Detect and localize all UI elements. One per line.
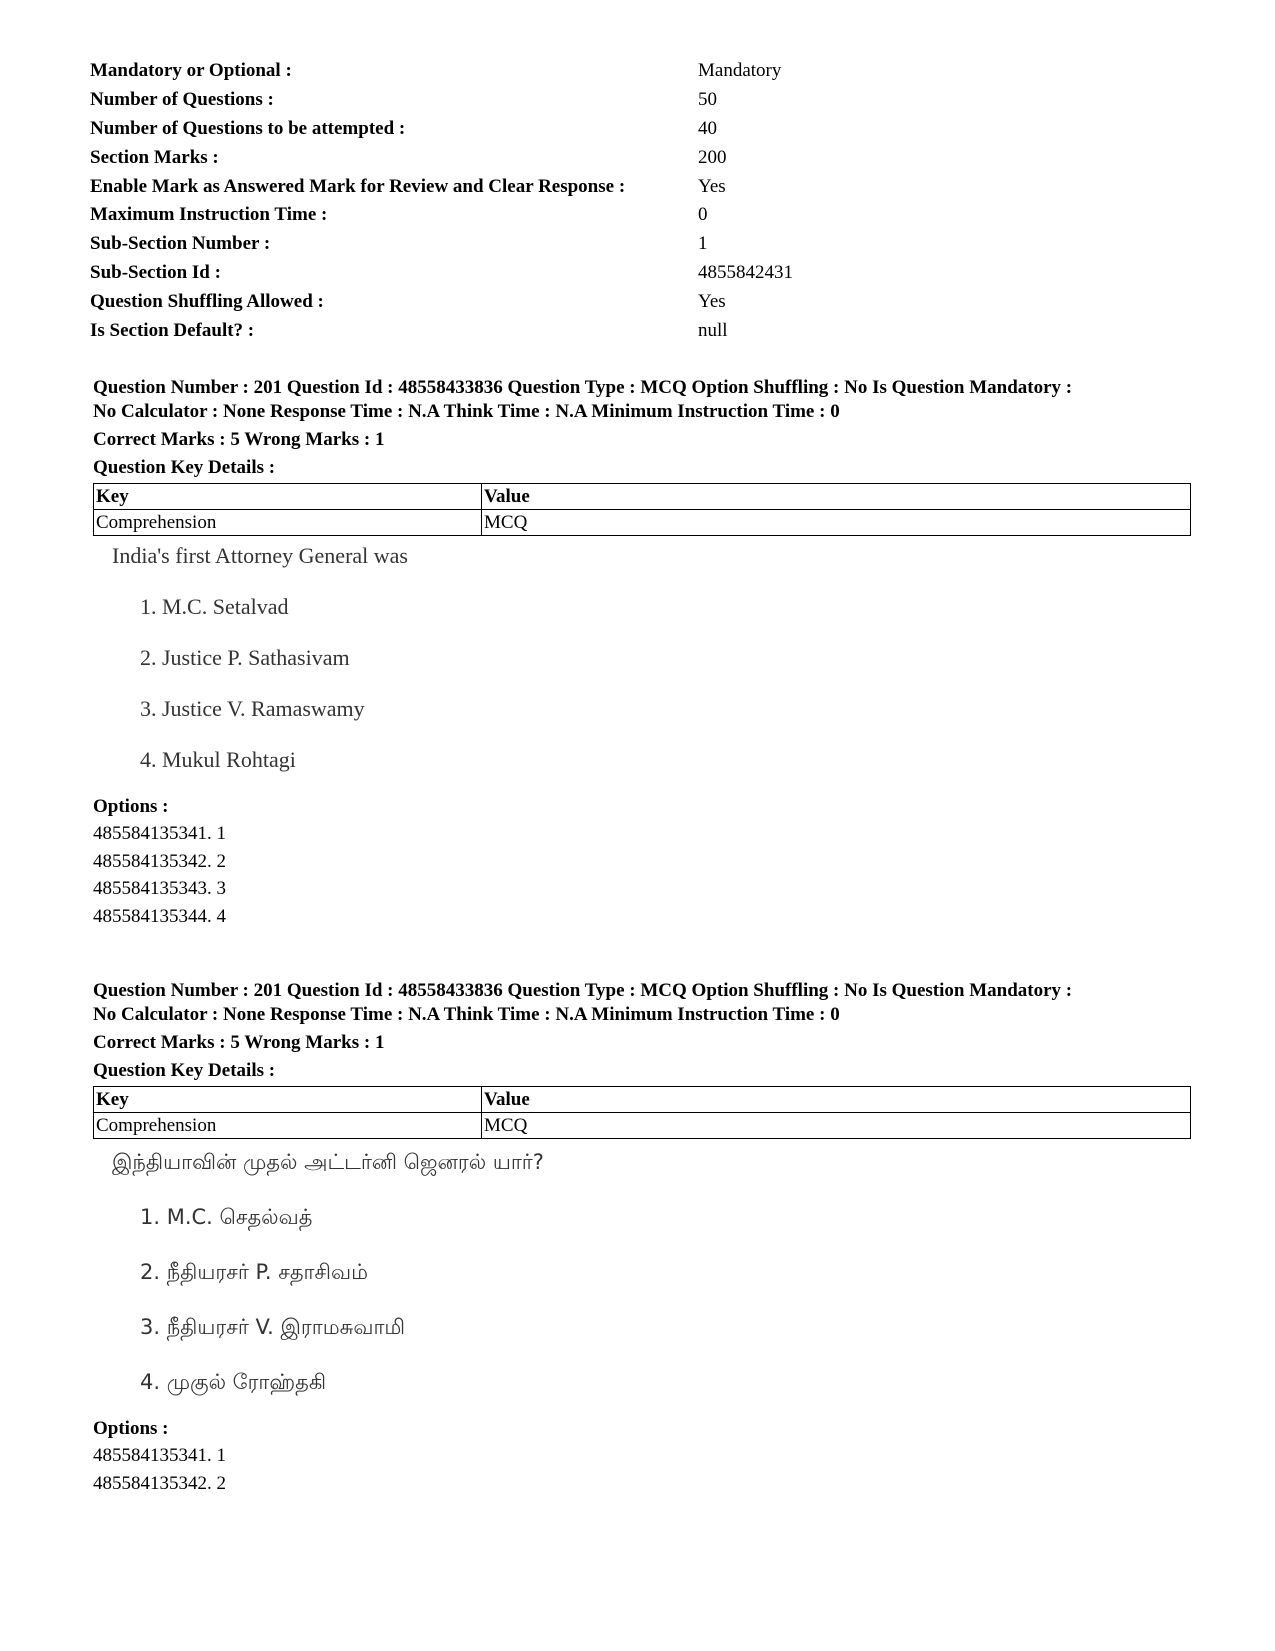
- meta-value: 200: [698, 146, 727, 168]
- meta-value: 0: [698, 204, 708, 226]
- question-stem: இந்தியாவின் முதல் அட்டர்னி ஜெனரல் யார்?: [112, 1150, 544, 1174]
- key-details-table: [93, 1086, 1191, 1139]
- table-cell-value: MCQ: [482, 510, 1191, 536]
- table-header-row: [94, 484, 1191, 510]
- meta-row: [90, 116, 1190, 145]
- table-cell-value: MCQ: [482, 1113, 1191, 1139]
- section-meta: [90, 58, 1190, 347]
- table-cell-key: Comprehension: [94, 1113, 482, 1139]
- question-stem: India's first Attorney General was: [112, 543, 408, 568]
- meta-key: Sub-Section Id :: [90, 262, 221, 284]
- table-row: [94, 1113, 1191, 1139]
- question-1-header: [93, 376, 1193, 536]
- choice-3: 3. Justice V. Ramaswamy: [140, 696, 365, 721]
- marks-line: Correct Marks : 5 Wrong Marks : 1: [93, 429, 385, 450]
- question-header-line-1: Question Number : 201 Question Id : 48558433836 Question Type : MCQ Option Shuffling : No Is Question Mandatory :: [93, 377, 1073, 398]
- meta-value: Yes: [698, 291, 726, 313]
- key-details-label: Question Key Details :: [93, 457, 276, 478]
- meta-value: 4855842431: [698, 262, 793, 284]
- choice-3: 3. நீதியரசர் V. இராமசுவாமி: [140, 1315, 406, 1339]
- choice-2: 2. நீதியரசர் P. சதாசிவம்: [140, 1260, 368, 1284]
- meta-value: Mandatory: [698, 60, 782, 81]
- meta-row: [90, 202, 1190, 231]
- option-line: 485584135342. 2: [93, 851, 226, 872]
- meta-row: [90, 231, 1190, 260]
- meta-key: Number of Questions :: [90, 88, 274, 110]
- meta-key: Section Marks :: [90, 146, 219, 168]
- options-label: Options :: [93, 796, 169, 817]
- choice-4: 4. Mukul Rohtagi: [140, 747, 296, 772]
- option-line: 485584135342. 2: [93, 1473, 226, 1494]
- options-label: Options :: [93, 1418, 169, 1439]
- option-line: 485584135343. 3: [93, 878, 226, 899]
- meta-row: [90, 260, 1190, 289]
- meta-row: [90, 58, 1190, 87]
- meta-key: Maximum Instruction Time :: [90, 204, 328, 226]
- meta-key: Mandatory or Optional :: [90, 60, 292, 81]
- table-header-value: Value: [482, 1087, 1191, 1113]
- meta-key: Enable Mark as Answered Mark for Review and Clear Response :: [90, 175, 626, 197]
- option-line: 485584135344. 4: [93, 906, 226, 927]
- meta-value: 50: [698, 88, 717, 110]
- marks-line: Correct Marks : 5 Wrong Marks : 1: [93, 1032, 385, 1053]
- meta-value: null: [698, 320, 728, 342]
- meta-row: [90, 87, 1190, 116]
- option-line: 485584135341. 1: [93, 1445, 226, 1466]
- key-details-label: Question Key Details :: [93, 1060, 276, 1081]
- option-line: 485584135341. 1: [93, 823, 226, 844]
- question-header-line-1: Question Number : 201 Question Id : 48558433836 Question Type : MCQ Option Shuffling : No Is Question Mandatory :: [93, 980, 1073, 1001]
- meta-key: Question Shuffling Allowed :: [90, 291, 324, 313]
- choice-1: 1. M.C. Setalvad: [140, 594, 289, 619]
- meta-row: [90, 318, 1190, 347]
- meta-row: [90, 289, 1190, 318]
- meta-key: Number of Questions to be attempted :: [90, 117, 406, 139]
- table-header-key: Key: [94, 1087, 482, 1113]
- meta-value: 40: [698, 117, 717, 139]
- meta-key: Sub-Section Number :: [90, 233, 271, 255]
- question-header-line-2: No Calculator : None Response Time : N.A Think Time : N.A Minimum Instruction Time : 0: [93, 401, 840, 422]
- meta-value: 1: [698, 233, 708, 255]
- question-header-line-2: No Calculator : None Response Time : N.A Think Time : N.A Minimum Instruction Time : 0: [93, 1004, 840, 1025]
- table-cell-key: Comprehension: [94, 510, 482, 536]
- table-header-value: Value: [482, 484, 1191, 510]
- meta-row: [90, 174, 1190, 203]
- choice-1: 1. M.C. செதல்வத்: [140, 1205, 313, 1229]
- meta-key: Is Section Default? :: [90, 320, 255, 342]
- table-header-key: Key: [94, 484, 482, 510]
- meta-value: Yes: [698, 175, 726, 197]
- meta-row: [90, 145, 1190, 174]
- key-details-table: [93, 483, 1191, 536]
- choice-4: 4. முகுல் ரோஹ்தகி: [140, 1370, 327, 1394]
- question-2-header: [93, 979, 1193, 1139]
- table-header-row: [94, 1087, 1191, 1113]
- choice-2: 2. Justice P. Sathasivam: [140, 645, 350, 670]
- table-row: [94, 510, 1191, 536]
